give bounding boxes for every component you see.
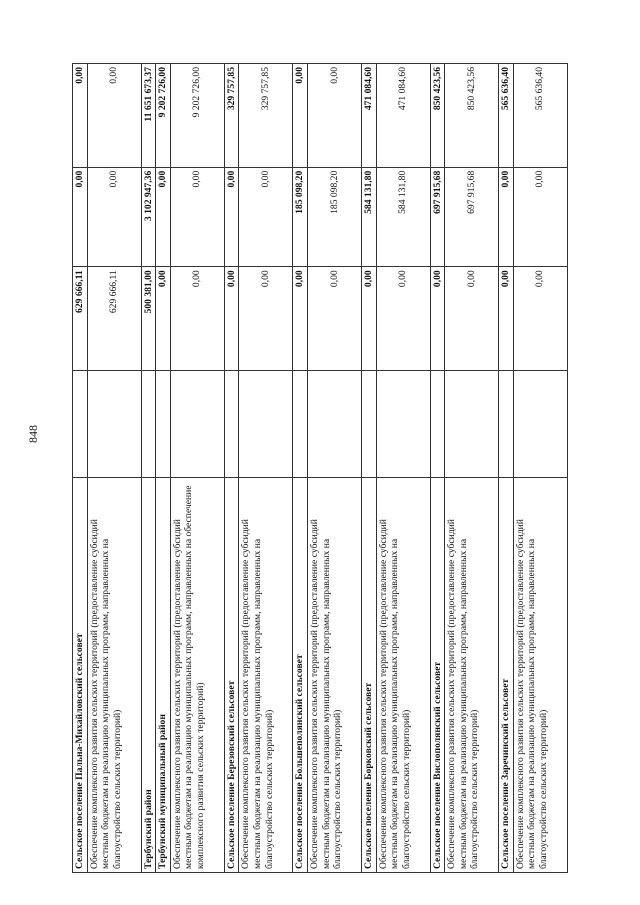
value-cell-3: 0,00 [87, 64, 141, 168]
value-cell-1: 0,00 [293, 267, 308, 371]
value-cell-2: 697 915,68 [445, 167, 499, 267]
value-cell-3: 0,00 [307, 64, 361, 168]
value-cell-1: 0,00 [445, 267, 499, 371]
value-cell-3: 565 636,40 [513, 64, 567, 168]
value-cell-3: 471 084,60 [376, 64, 430, 168]
table-row-item [376, 64, 430, 873]
code-cell [224, 370, 239, 477]
value-cell-2: 697 915,68 [430, 167, 445, 267]
row-name-cell: Сельское поселение Березовский сельсовет [224, 477, 239, 872]
value-cell-3: 9 202 726,00 [170, 64, 224, 168]
value-cell-3: 565 636,40 [499, 64, 514, 168]
value-cell-2: 0,00 [87, 167, 141, 267]
value-cell-1: 629 666,11 [87, 267, 141, 371]
row-name-cell: Сельское поселение Вислополянский сельсовет [430, 477, 445, 872]
value-cell-1: 0,00 [361, 267, 376, 371]
row-name-cell: Обеспечение комплексного развития сельских территорий (предоставление субсидий местным бюджетам на реализацию муниципальных программ, направленных на обеспечение комплексного развития сельских территорий) [170, 477, 224, 872]
code-cell [430, 370, 445, 477]
table-row-subtotal [141, 64, 156, 873]
row-name-cell: Сельское поселение Борковский сельсовет [361, 477, 376, 872]
value-cell-3: 329 757,85 [239, 64, 293, 168]
value-cell-2: 185 098,20 [307, 167, 361, 267]
table-row-subtotal [156, 64, 171, 873]
code-cell [156, 370, 171, 477]
row-name-cell: Тербунский район [141, 477, 156, 872]
budget-table-body [73, 64, 568, 873]
value-cell-3: 471 084,60 [361, 64, 376, 168]
table-row-subtotal [430, 64, 445, 873]
code-cell [445, 370, 499, 477]
value-cell-2: 584 131,80 [376, 167, 430, 267]
table-row-subtotal [499, 64, 514, 873]
code-cell [499, 370, 514, 477]
value-cell-2: 3 102 947,36 [141, 167, 156, 267]
row-name-cell: Сельское поселение Заречинский сельсовет [499, 477, 514, 872]
code-cell [141, 370, 156, 477]
value-cell-2: 0,00 [499, 167, 514, 267]
code-cell [361, 370, 376, 477]
table-row-item [513, 64, 567, 873]
value-cell-3: 850 423,56 [445, 64, 499, 168]
code-cell [170, 370, 224, 477]
row-name-cell: Обеспечение комплексного развития сельских территорий (предоставление субсидий местным бюджетам на реализацию муниципальных программ, направленных на благоустройство сельских территорий) [376, 477, 430, 872]
value-cell-2: 185 098,20 [293, 167, 308, 267]
value-cell-1: 0,00 [224, 267, 239, 371]
value-cell-1: 629 666,11 [73, 267, 88, 371]
code-cell [73, 370, 88, 477]
row-name-cell: Сельское поселение Пальна-Михайловский сельсовет [73, 477, 88, 872]
value-cell-1: 500 381,00 [141, 267, 156, 371]
value-cell-3: 329 757,85 [224, 64, 239, 168]
value-cell-2: 0,00 [170, 167, 224, 267]
code-cell [307, 370, 361, 477]
table-row-item [87, 64, 141, 873]
value-cell-1: 0,00 [499, 267, 514, 371]
value-cell-2: 584 131,80 [361, 167, 376, 267]
page-number: 848 [26, 425, 40, 443]
row-name-cell: Обеспечение комплексного развития сельских территорий (предоставление субсидий местным бюджетам на реализацию муниципальных программ, направленных на благоустройство сельских территорий) [87, 477, 141, 872]
rotated-table-container [72, 63, 592, 873]
table-row-subtotal [73, 64, 88, 873]
value-cell-2: 0,00 [224, 167, 239, 267]
value-cell-3: 0,00 [293, 64, 308, 168]
code-cell [513, 370, 567, 477]
value-cell-2: 0,00 [73, 167, 88, 267]
table-row-item [239, 64, 293, 873]
code-cell [293, 370, 308, 477]
table-row-subtotal [224, 64, 239, 873]
value-cell-1: 0,00 [307, 267, 361, 371]
table-row-item [170, 64, 224, 873]
value-cell-3: 850 423,56 [430, 64, 445, 168]
code-cell [239, 370, 293, 477]
table-row-item [445, 64, 499, 873]
value-cell-1: 0,00 [239, 267, 293, 371]
row-name-cell: Обеспечение комплексного развития сельских территорий (предоставление субсидий местным бюджетам на реализацию муниципальных программ, направленных на благоустройство сельских территорий) [307, 477, 361, 872]
value-cell-3: 11 651 673,37 [141, 64, 156, 168]
code-cell [87, 370, 141, 477]
value-cell-1: 0,00 [376, 267, 430, 371]
row-name-cell: Сельское поселение Большеполянский сельсовет [293, 477, 308, 872]
value-cell-3: 9 202 726,00 [156, 64, 171, 168]
value-cell-2: 0,00 [239, 167, 293, 267]
code-cell [376, 370, 430, 477]
row-name-cell: Обеспечение комплексного развития сельских территорий (предоставление субсидий местным бюджетам на реализацию муниципальных программ, направленных на благоустройство сельских территорий) [239, 477, 293, 872]
value-cell-1: 0,00 [430, 267, 445, 371]
value-cell-1: 0,00 [156, 267, 171, 371]
value-cell-2: 0,00 [156, 167, 171, 267]
value-cell-3: 0,00 [73, 64, 88, 168]
table-row-item [307, 64, 361, 873]
budget-table [72, 63, 568, 873]
table-row-subtotal [293, 64, 308, 873]
row-name-cell: Обеспечение комплексного развития сельских территорий (предоставление субсидий местным бюджетам на реализацию муниципальных программ, направленных на благоустройство сельских территорий) [445, 477, 499, 872]
value-cell-1: 0,00 [170, 267, 224, 371]
row-name-cell: Тербунский муниципальный район [156, 477, 171, 872]
table-row-subtotal [361, 64, 376, 873]
value-cell-2: 0,00 [513, 167, 567, 267]
value-cell-1: 0,00 [513, 267, 567, 371]
row-name-cell: Обеспечение комплексного развития сельских территорий (предоставление субсидий местным бюджетам на реализацию муниципальных программ, направленных на благоустройство сельских территорий) [513, 477, 567, 872]
